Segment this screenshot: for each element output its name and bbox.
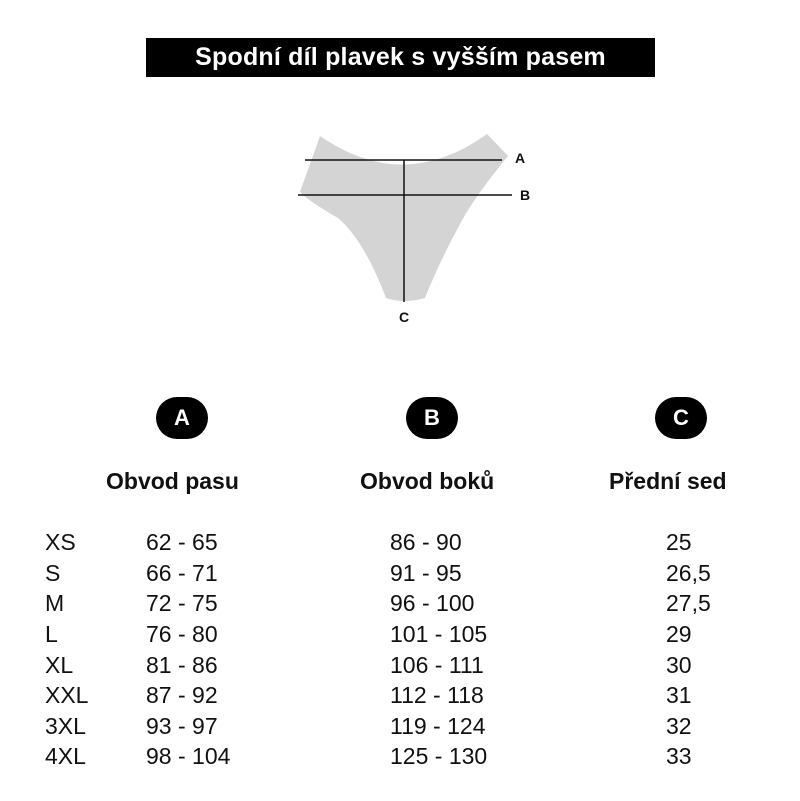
waist-value: 98 - 104: [146, 743, 231, 769]
badge-a: A: [156, 397, 208, 439]
size-label: XL: [45, 652, 74, 678]
front-rise-value: 25: [666, 529, 692, 555]
hips-value: 106 - 111: [390, 652, 484, 678]
badge-c: C: [655, 397, 707, 439]
size-label: 4XL: [45, 743, 86, 769]
diagram-label-c: C: [399, 309, 410, 325]
page-title: Spodní díl plavek s vyšším pasem: [146, 38, 655, 77]
hips-value: 91 - 95: [390, 560, 462, 586]
hips-value: 112 - 118: [390, 682, 484, 708]
size-label: S: [45, 560, 61, 586]
table-row: [0, 621, 800, 651]
size-label: XXL: [45, 682, 89, 708]
table-row: [0, 560, 800, 590]
waist-value: 66 - 71: [146, 560, 218, 586]
hips-value: 125 - 130: [390, 743, 488, 769]
waist-value: 93 - 97: [146, 713, 218, 739]
front-rise-value: 30: [666, 652, 692, 678]
front-rise-value: 33: [666, 743, 692, 769]
badge-b: B: [406, 397, 458, 439]
hips-value: 119 - 124: [390, 713, 486, 739]
diagram-label-a: A: [515, 150, 526, 166]
size-label: M: [45, 590, 65, 616]
header-waist: Obvod pasu: [106, 468, 239, 494]
bikini-bottom-illustration: [280, 120, 540, 330]
table-row: [0, 743, 800, 773]
size-label: 3XL: [45, 713, 86, 739]
table-row: [0, 713, 800, 743]
hips-value: 96 - 100: [390, 590, 475, 616]
hips-value: 101 - 105: [390, 621, 488, 647]
front-rise-value: 32: [666, 713, 692, 739]
table-row: [0, 682, 800, 712]
size-label: L: [45, 621, 58, 647]
waist-value: 87 - 92: [146, 682, 218, 708]
waist-value: 72 - 75: [146, 590, 218, 616]
front-rise-value: 31: [666, 682, 692, 708]
front-rise-value: 29: [666, 621, 692, 647]
hips-value: 86 - 90: [390, 529, 462, 555]
table-row: [0, 590, 800, 620]
waist-value: 62 - 65: [146, 529, 218, 555]
table-row: [0, 652, 800, 682]
diagram-label-b: B: [520, 187, 531, 203]
front-rise-value: 27,5: [666, 590, 711, 616]
size-label: XS: [45, 529, 76, 555]
front-rise-value: 26,5: [666, 560, 711, 586]
table-row: [0, 529, 800, 559]
header-hips: Obvod boků: [360, 468, 495, 494]
swimwear-diagram: [280, 120, 540, 335]
waist-value: 81 - 86: [146, 652, 218, 678]
header-front-rise: Přední sed: [609, 468, 727, 494]
waist-value: 76 - 80: [146, 621, 218, 647]
